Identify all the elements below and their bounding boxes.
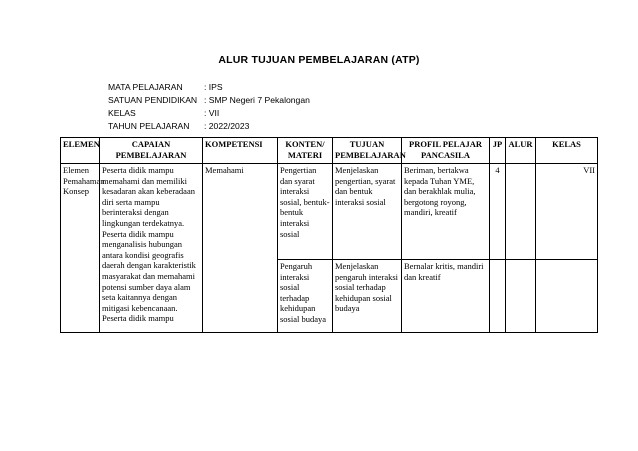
- meta-value: : IPS: [204, 82, 223, 92]
- document-title: ALUR TUJUAN PEMBELAJARAN (ATP): [218, 54, 420, 66]
- atp-table: [60, 137, 598, 333]
- header-profil: PROFIL PELAJAR PANCASILA: [402, 138, 490, 164]
- cell-kelas-empty: [536, 260, 598, 333]
- header-kompetensi: KOMPETENSI: [203, 138, 278, 164]
- cell-kelas: VII: [536, 164, 598, 260]
- table-row: [61, 164, 598, 260]
- header-konten: KONTEN/ MATERI: [278, 138, 333, 164]
- document-meta: [108, 81, 310, 133]
- cell-jp: 4: [490, 164, 506, 260]
- header-elemen: ELEMEN: [61, 138, 100, 164]
- meta-row-tahun-pelajaran: [108, 120, 310, 133]
- meta-value: : VII: [204, 108, 220, 118]
- cell-capaian: Peserta didik mampu memahami dan memiliki kesadaran akan keberadaan diri serta mampu berinteraksi dengan lingkungan terdekatnya. Peserta didik mampu menganalisis hubungan antara kondisi geografis daerah dengan karakteristik masyarakat dan memahami potensi sumber daya alam seta kaitannya dengan mitigasi kebencanaan. Peserta didik mampu: [100, 164, 203, 333]
- meta-label: MATA PELAJARAN: [108, 82, 183, 92]
- meta-value: : SMP Negeri 7 Pekalongan: [204, 95, 310, 105]
- cell-profil: Beriman, bertakwa kepada Tuhan YME, dan berakhlak mulia, bergotong royong, mandiri, kreatif: [402, 164, 490, 260]
- cell-konten: Pengaruh interaksi sosial terhadap kehidupan sosial budaya: [278, 260, 333, 333]
- cell-tujuan: Menjelaskan pengertian, syarat dan bentuk interaksi sosial: [333, 164, 402, 260]
- meta-row-kelas: [108, 107, 310, 120]
- meta-value: : 2022/2023: [204, 121, 250, 131]
- meta-row-satuan-pendidikan: [108, 94, 310, 107]
- meta-label: KELAS: [108, 108, 136, 118]
- meta-label: TAHUN PELAJARAN: [108, 121, 190, 131]
- meta-row-mata-pelajaran: [108, 81, 310, 94]
- cell-kompetensi: Memahami: [203, 164, 278, 333]
- header-tujuan: TUJUAN PEMBELAJARAN: [333, 138, 402, 164]
- header-kelas: KELAS: [536, 138, 598, 164]
- cell-konten: Pengertian dan syarat interaksi sosial, bentuk-bentuk interaksi sosial: [278, 164, 333, 260]
- meta-label: SATUAN PENDIDIKAN: [108, 95, 198, 105]
- cell-elemen: Elemen Pemahaman Konsep: [61, 164, 100, 333]
- table-header-row: [61, 138, 598, 164]
- cell-profil: Bernalar kritis, mandiri dan kreatif: [402, 260, 490, 333]
- header-capaian: CAPAIAN PEMBELAJARAN: [100, 138, 203, 164]
- cell-alur: [506, 164, 536, 260]
- cell-tujuan: Menjelaskan pengaruh interaksi sosial terhadap kehidupan sosial budaya: [333, 260, 402, 333]
- cell-alur: [506, 260, 536, 333]
- header-jp: JP: [490, 138, 506, 164]
- cell-jp: [490, 260, 506, 333]
- header-alur: ALUR: [506, 138, 536, 164]
